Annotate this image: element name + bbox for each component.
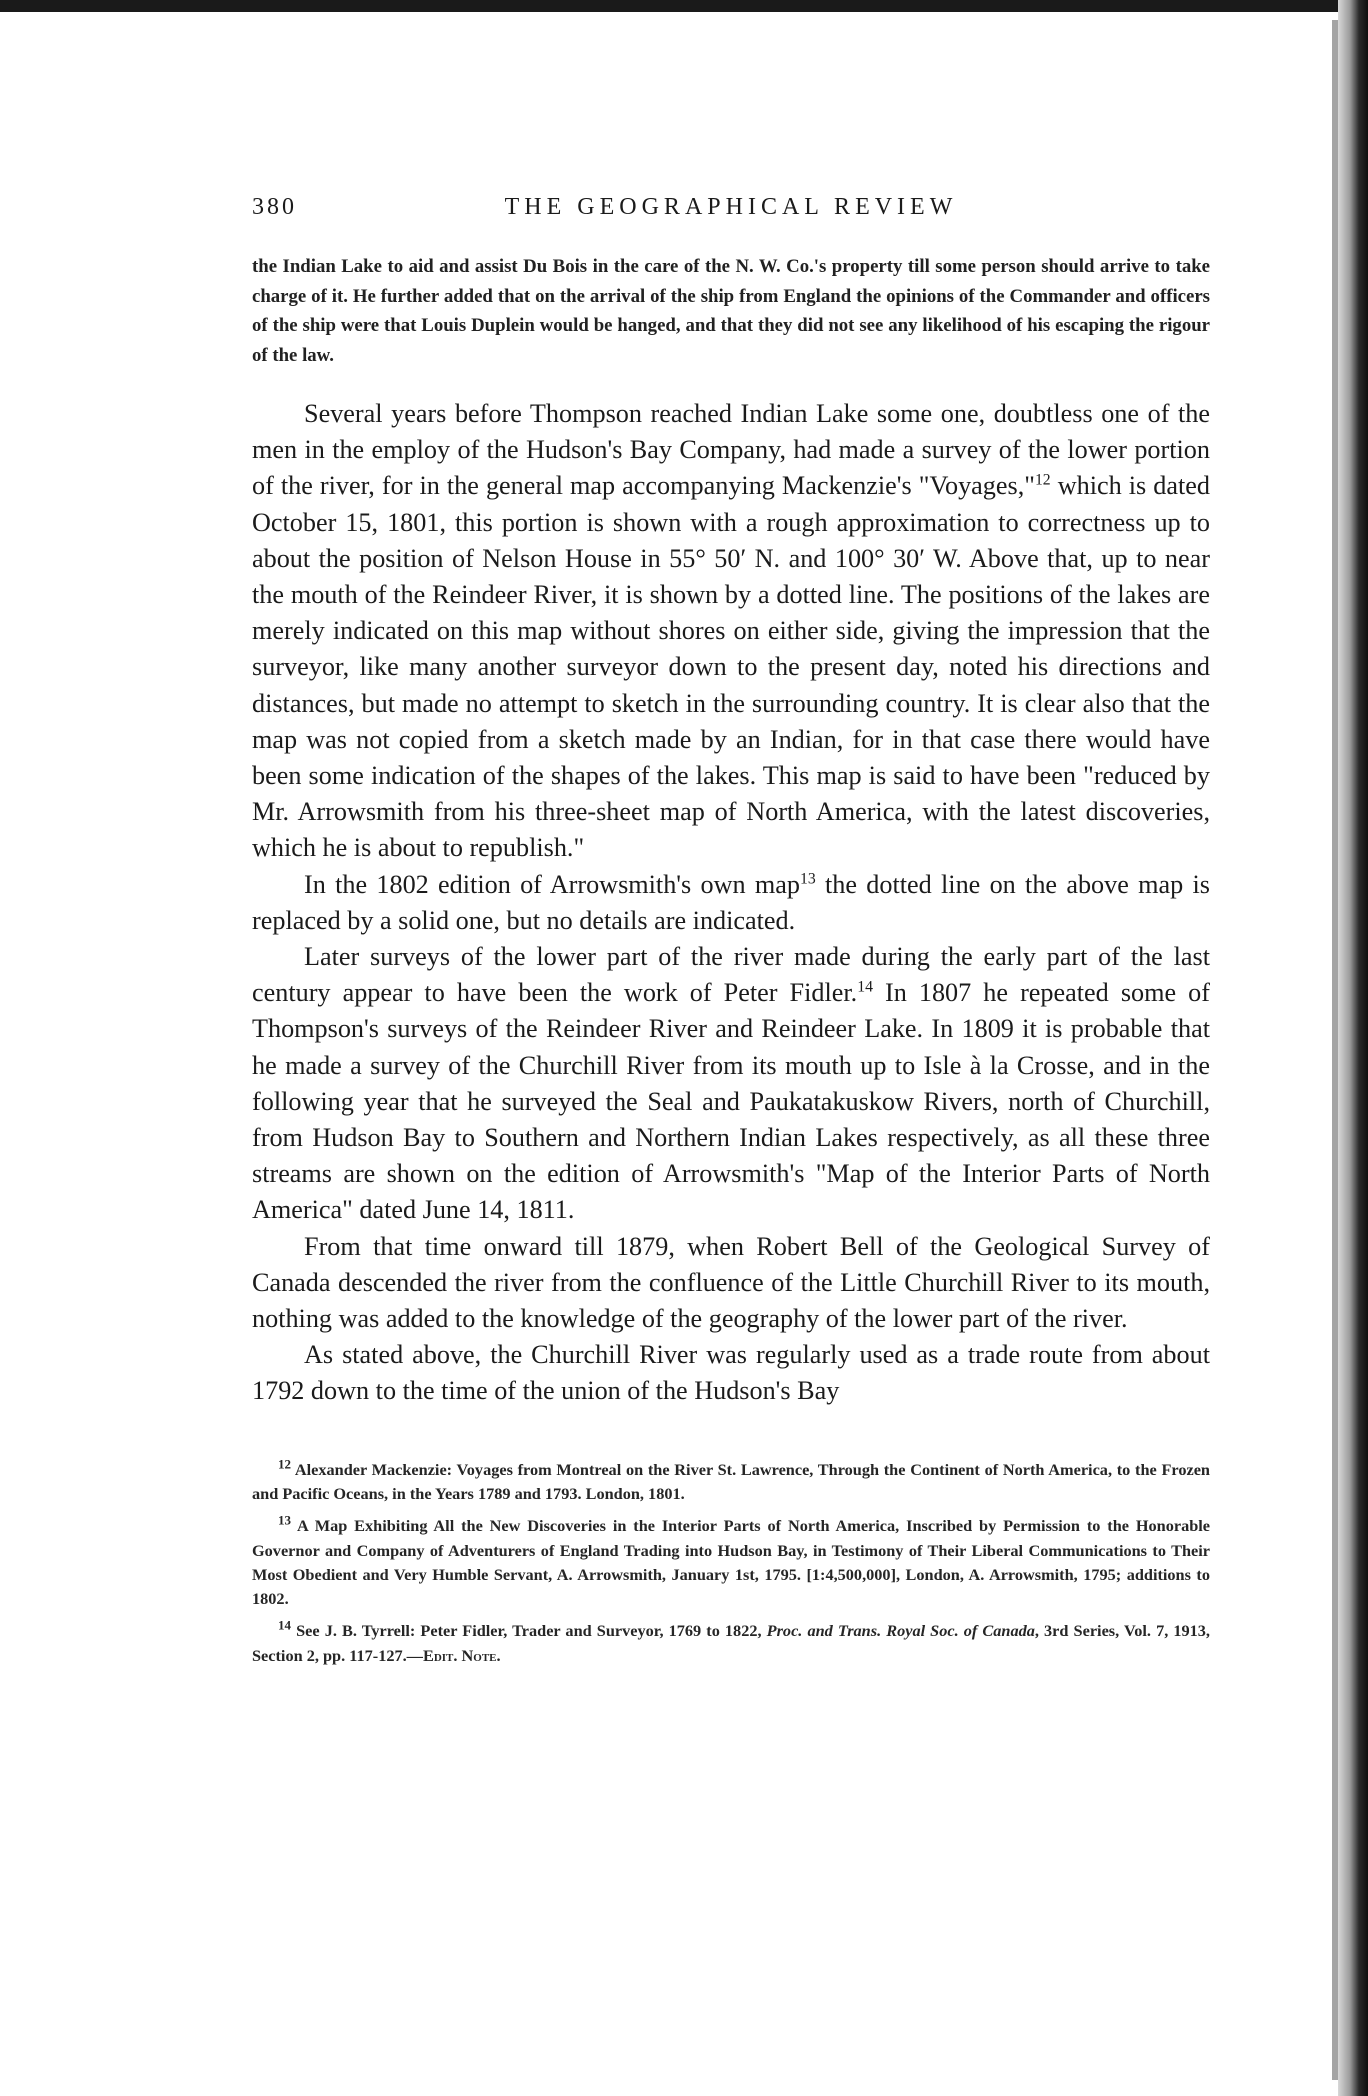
quoted-passage: the Indian Lake to aid and assist Du Bois in the care of the N. W. Co.'s property till some person should arrive to take charge of it. He further added that on the arrival of the ship from England the opinions of the Commander and officers of the ship were that Louis Duplein would be hanged, and that they did not see any likelihood of his escaping the rigour of the law.: [252, 256, 1210, 366]
paragraph-text: Several years before Thompson reached Indian Lake some one, doubtless one of the men in the employ of the Hudson's Bay Company, had made a survey of the lower portion of the river, for in the general map accompanying Mackenzie's "Voyages,": [252, 399, 1210, 501]
paragraph-text: Later surveys of the lower part of the river made during the early part of the last century appear to have been the work of Peter Fidler.: [252, 942, 1210, 1008]
paragraph: [252, 939, 1210, 1229]
footnote-number: 14: [278, 1618, 292, 1634]
paragraph-text: In 1807 he repeated some of Thompson's surveys of the Reindeer River and Reindeer Lake. In 1809 it is probable that he made a survey of the Churchill River from its mouth up to Isle à la Crosse, and in the following year that he surveyed the Seal and Paukatakuskow Rivers, north of Churchill, from Hudson Bay to Southern and Northern Indian Lakes respectively, as all these three streams are shown on the edition of Arrowsmith's "Map of the Interior Parts of North America" dated June 14, 1811.: [252, 978, 1210, 1225]
page-number: 380: [252, 194, 297, 220]
document-page: [252, 190, 1210, 1676]
paragraph: [252, 867, 1210, 939]
footnote-ref[interactable]: 14: [857, 978, 873, 996]
paragraph: [252, 1229, 1210, 1338]
journal-citation: Proc. and Trans. Royal Soc. of Canada: [766, 1621, 1035, 1641]
footnote-text: See J. B. Tyrrell: Peter Fidler, Trader and Surveyor, 1769 to 1822,: [296, 1621, 767, 1641]
footnote-number: 12: [278, 1456, 292, 1472]
footnote-14: [252, 1619, 1210, 1668]
scan-right-edge: [1338, 0, 1368, 2096]
paragraph-text: which is dated October 15, 1801, this portion is shown with a rough approximation to correctness up to about the position of Nelson House in 55° 50′ N. and 100° 30′ W. Above that, up to near the mouth of the Reindeer River, it is shown by a dotted line. The positions of the lakes are merely indicated on this map without shores on either side, giving the impression that the surveyor, like many another surveyor down to the present day, noted his directions and distances, but made no attempt to sketch in the surrounding country. It is clear also that the map was not copied from a sketch made by an Indian, for in that case there would have been some indication of the shapes of the lakes. This map is said to have been "reduced by Mr. Arrowsmith from his three-sheet map of North America, with the latest discoveries, which he is about to republish.": [252, 471, 1210, 863]
footnote-number: 13: [278, 1512, 292, 1528]
footnote-text: Alexander Mackenzie: Voyages from Montreal on the River St. Lawrence, Through the Continent of North America, to the Frozen and Pacific Oceans, in the Years 1789 and 1793. London, 1801.: [252, 1459, 1210, 1503]
editor-note: Edit. Note.: [422, 1645, 501, 1665]
paragraph-text: From that time onward till 1879, when Robert Bell of the Geological Survey of Canada descended the river from the confluence of the Little Churchill River to its mouth, nothing was added to the knowledge of the geography of the lower part of the river.: [252, 1231, 1210, 1334]
footnote-12: [252, 1458, 1210, 1507]
paragraph: [252, 396, 1210, 867]
footnote-text: A Map Exhibiting All the New Discoveries in the Interior Parts of North America, Inscribed by Permission to the Honorable Governor and Company of Adventurers of England Trading into Hudson Bay, in Testimony of Their Liberal Communications to Their Most Obedient and Very Humble Servant, A. Arrowsmith, January 1st, 1795. [1:4,500,000], London, A. Arrowsmith, 1795; additions to 1802.: [252, 1516, 1211, 1609]
footnote-ref[interactable]: 12: [1034, 471, 1051, 489]
scan-top-edge: [0, 0, 1368, 12]
footnote-13: [252, 1514, 1210, 1611]
body-text: [252, 396, 1210, 1410]
paragraph-text: As stated above, the Churchill River was regularly used as a trade route from about 1792 down to the time of the union of the Hudson's Bay: [252, 1340, 1210, 1406]
paragraph-text: In the 1802 edition of Arrowsmith's own map: [304, 869, 800, 899]
footnote-ref[interactable]: 13: [799, 869, 816, 887]
paragraph-text: the dotted line on the above map is replaced by a solid one, but no details are indicated.: [252, 869, 1210, 935]
paragraph: [252, 1337, 1210, 1409]
footnote-text: , 3rd Series, Vol. 7, 1913, Section 2, pp. 117-127.—: [252, 1621, 1210, 1665]
running-header: [252, 190, 1210, 230]
journal-title: THE GEOGRAPHICAL REVIEW: [504, 194, 958, 220]
footnotes: [252, 1458, 1210, 1668]
